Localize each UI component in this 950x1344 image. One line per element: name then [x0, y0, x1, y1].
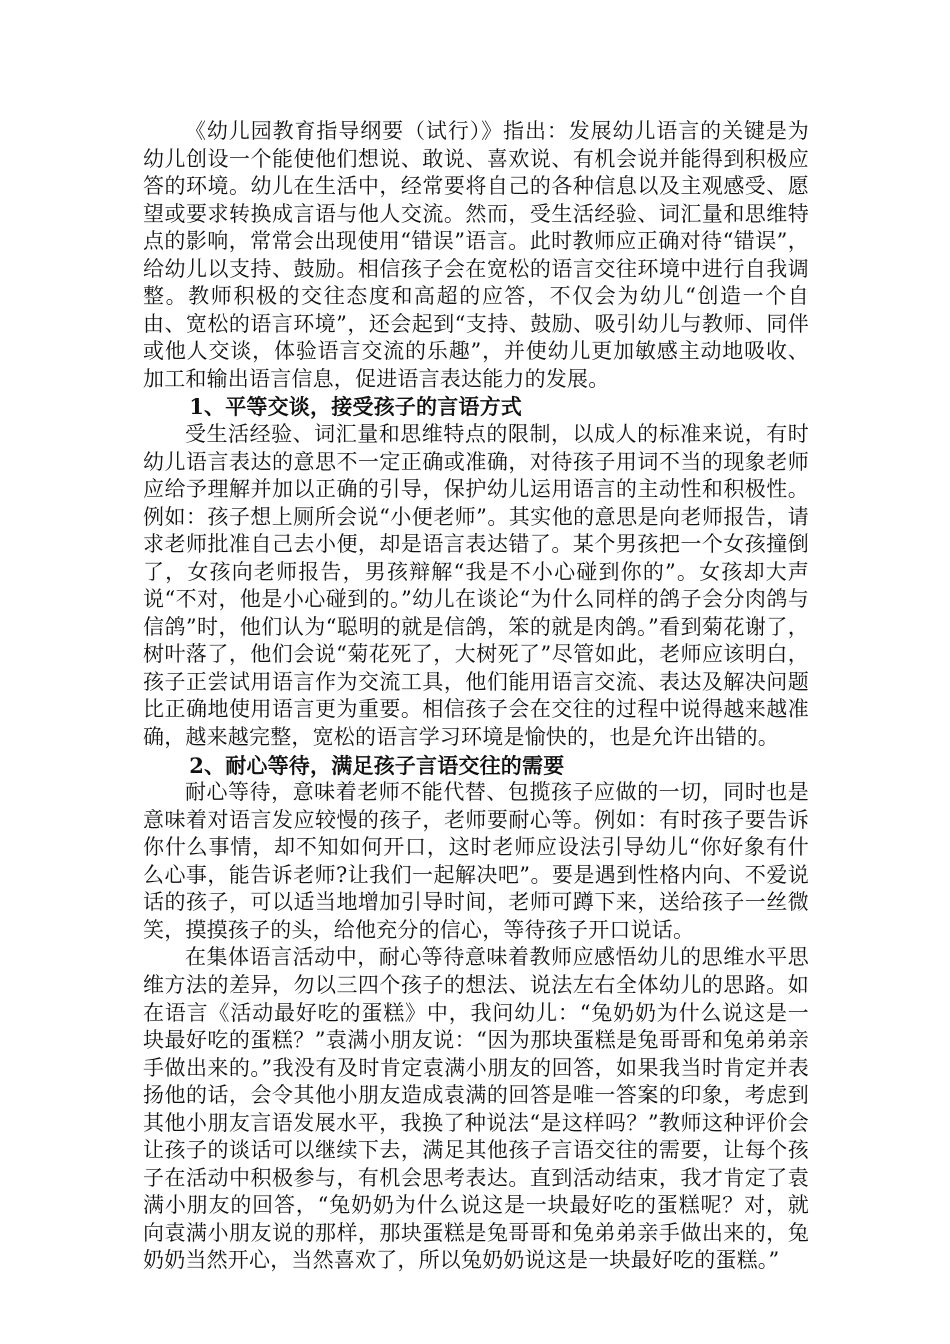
paragraph-section-2-a: 耐心等待，意味着老师不能代替、包揽孩子应做的一切，同时也是意味着对语言发应较慢的孩子，老师要耐心等。例如：有时孩子要告诉你什么事情，却不知如何开口，这时老师应设法引导幼儿“你好象有什么心事，能告诉老师?让我们一起解决吧”。要是遇到性格内向、不爱说话的孩子，可以适当地增加引导时间，老师可蹲下来，送给孩子一丝微笑，摸摸孩子的头，给他充分的信心，等待孩子开口说话。 — [143, 780, 809, 942]
paragraph-section-2-b: 在集体语言活动中，耐心等待意味着教师应感悟幼儿的思维水平思维方法的差异，勿以三四个孩子的想法、说法左右全体幼儿的思路。如在语言《活动最好吃的蛋糕》中，我问幼儿：“兔奶奶为什么说这是一块最好吃的蛋糕？”袁满小朋友说：“因为那块蛋糕是兔哥哥和兔弟弟亲手做出来的。”我没有及时肯定袁满小朋友的回答，如果我当时肯定并表扬他的话，会令其他小朋友造成袁满的回答是唯一答案的印象，考虑到其他小朋友言语发展水平，我换了种说法“是这样吗？”教师这种评价会让孩子的谈话可以继续下去，满足其他孩子言语交往的需要，让每个孩子在活动中积极参与，有机会思考表达。直到活动结束，我才肯定了袁满小朋友的回答，“兔奶奶为什么说这是一块最好吃的蛋糕呢？对，就向袁满小朋友说的那样，那块蛋糕是兔哥哥和兔弟弟亲手做出来的，兔奶奶当然开心，当然喜欢了，所以兔奶奶说这是一块最好吃的蛋糕。” — [143, 945, 809, 1273]
section-heading-1: 1、平等交谈，接受孩子的言语方式 — [189, 394, 522, 420]
paragraph-section-1: 受生活经验、词汇量和思维特点的限制，以成人的标准来说，有时幼儿语言表达的意思不一定正确或准确，对待孩子用词不当的现象老师应给予理解并加以正确的引导，保护幼儿运用语言的主动性和积极性。例如：孩子想上厕所会说“小便老师”。其实他的意思是向老师报告，请求老师批准自己去小便，却是语言表达错了。某个男孩把一个女孩撞倒了，女孩向老师报告，男孩辩解“我是不小心碰到你的”。女孩却大声说“不对，他是小心碰到的。”幼儿在谈论“为什么同样的鸽子会分肉鸽与信鸽”时，他们认为“聪明的就是信鸽，笨的就是肉鸽。”看到菊花谢了，树叶落了，他们会说“菊花死了，大树死了”尽管如此，老师应该明白，孩子正尝试用语言作为交流工具，他们能用语言交流、表达及解决问题比正确地使用语言更为重要。相信孩子会在交往的过程中说得越来越准确，越来越完整，宽松的语言学习环境是愉快的，也是允许出错的。 — [143, 422, 809, 750]
document-body — [143, 118, 809, 1275]
paragraph-intro: 《幼儿园教育指导纲要（试行）》指出：发展幼儿语言的关键是为幼儿创设一个能使他们想说、敢说、喜欢说、有机会说并能得到积极应答的环境。幼儿在生活中，经常要将自己的各种信息以及主观感受、愿望或要求转换成言语与他人交流。然而，受生活经验、词汇量和思维特点的影响，常常会出现使用“错误”语言。此时教师应正确对待“错误”，给幼儿以支持、鼓励。相信孩子会在宽松的语言交往环境中进行自我调整。教师积极的交往态度和高超的应答，不仅会为幼儿“创造一个自由、宽松的语言环境”，还会起到“支持、鼓励、吸引幼儿与教师、同伴或他人交谈，体验语言交流的乐趣”，并使幼儿更加敏感主动地吸收、加工和输出语言信息，促进语言表达能力的发展。 — [143, 119, 809, 391]
section-heading-2: 2、耐心等待，满足孩子言语交往的需要 — [189, 752, 565, 778]
